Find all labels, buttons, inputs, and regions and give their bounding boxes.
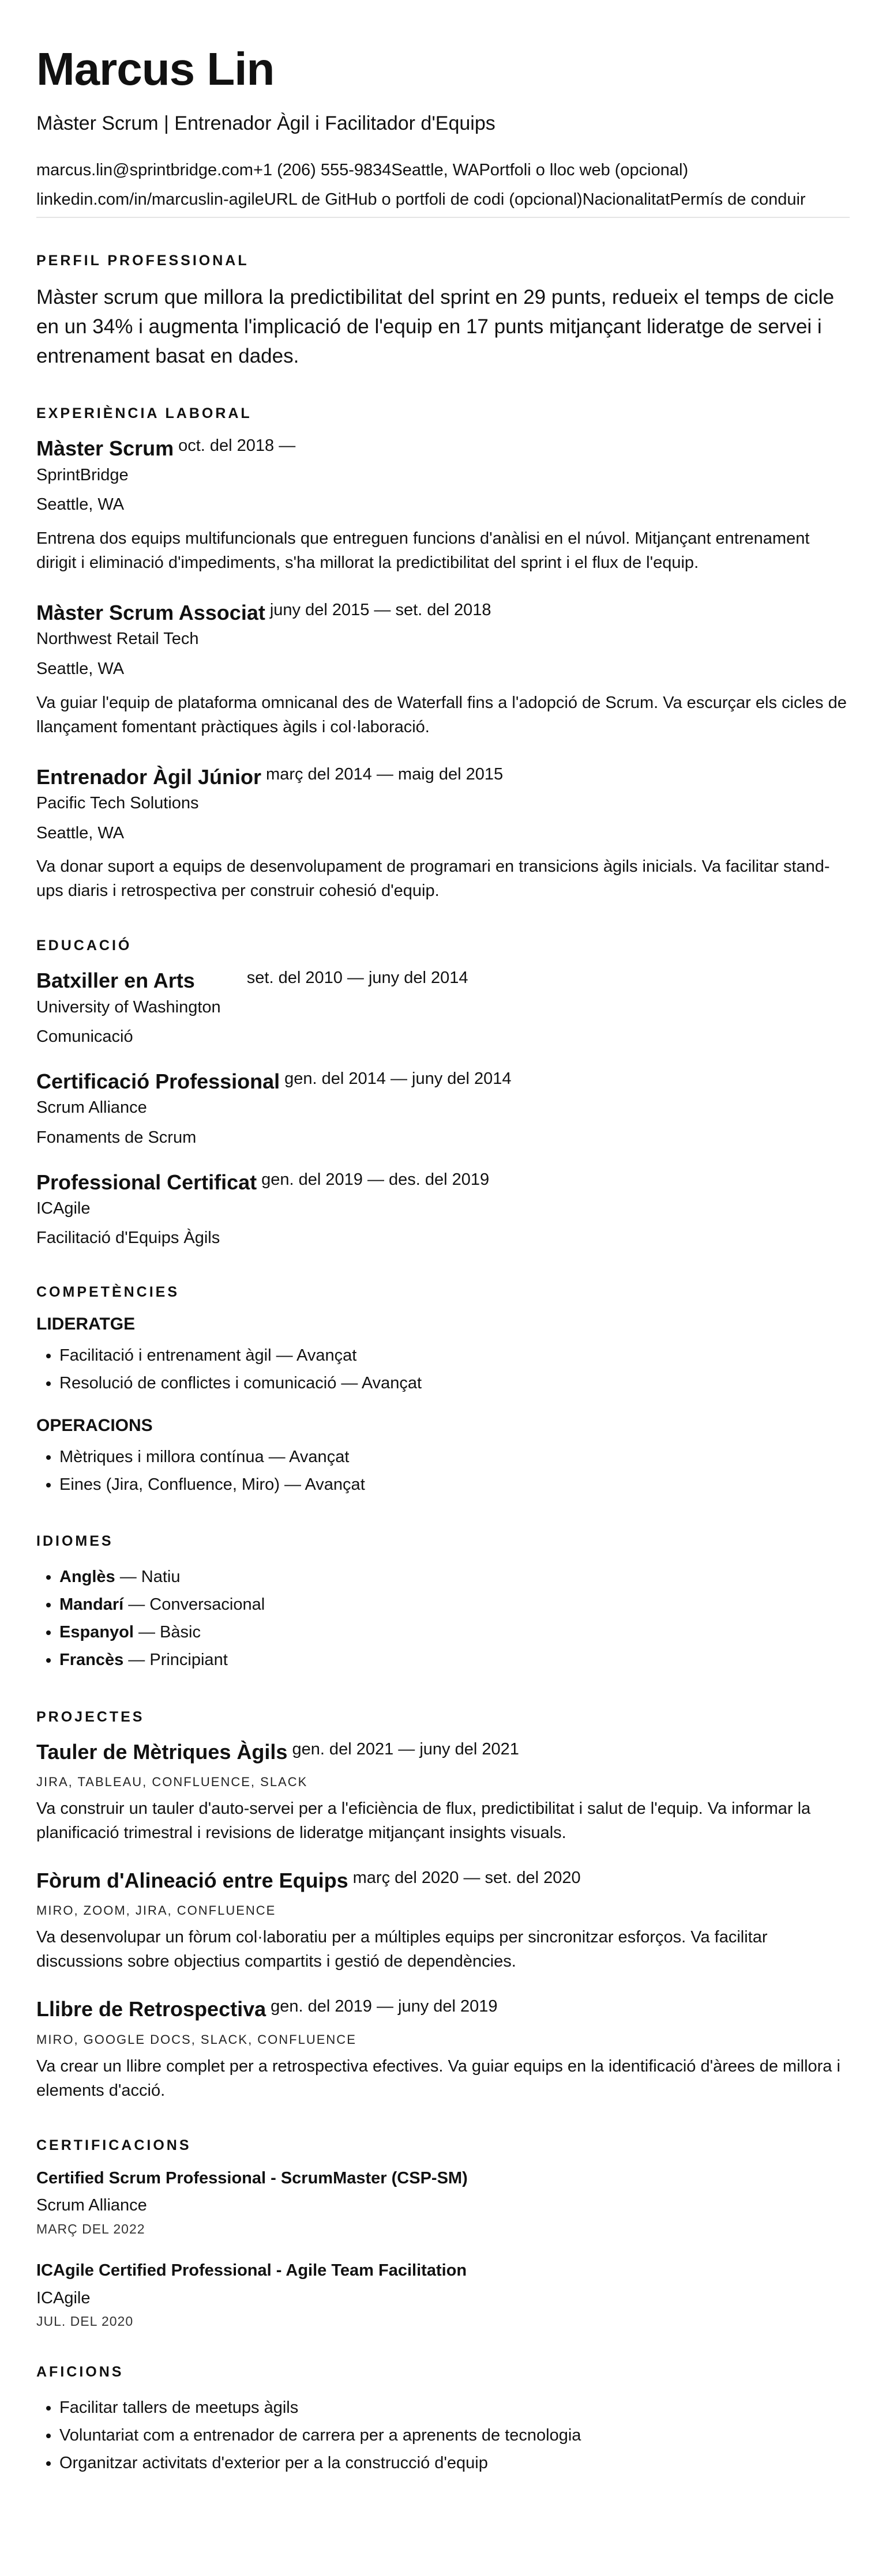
hobbies-section — [36, 2364, 850, 2477]
project-entry — [36, 1997, 850, 2102]
job-description: Entrena dos equips multifuncionals que entreguen funcions d'anàlisi en el núvol. Mitjançant entrenament dirigit i eliminació d'impediments, s'ha millorat la predictibilitat del sprint i el flux de l'equip. — [36, 529, 810, 573]
skills-section — [36, 1284, 850, 1498]
degree-dates: gen. del 2014 — juny del 2014 — [284, 1069, 512, 1088]
language-item — [59, 1647, 850, 1674]
job-title: Màster Scrum — [36, 436, 174, 461]
job-description: Va guiar l'equip de plataforma omnicanal des de Waterfall fins a l'adopció de Scrum. Va escurçar els cicles de llançament fomentant pràctiques àgils i col·laboració. — [36, 693, 847, 736]
education-section — [36, 937, 850, 1249]
degree-title: Professional Certificat — [36, 1170, 257, 1194]
section-title: CERTIFICACIONS — [36, 2137, 192, 2153]
section-title: EDUCACIÓ — [36, 937, 132, 954]
certification-date: JUL. DEL 2020 — [36, 2314, 134, 2329]
skill-item: • Eines (Jira, Confluence, Miro) — Avançat — [59, 1471, 850, 1499]
job-location: Seattle, WA — [36, 495, 125, 514]
job-title: Entrenador Àgil Júnior — [36, 764, 262, 789]
certification-entry — [36, 2168, 850, 2237]
skill-group-title: OPERACIONS — [36, 1415, 153, 1435]
job-company: SprintBridge — [36, 465, 129, 484]
skill-list — [36, 1444, 850, 1499]
education-entry — [36, 968, 850, 1048]
degree-title: Batxiller en Arts — [36, 969, 195, 993]
skill-group-title: LIDERATGE — [36, 1315, 136, 1334]
contact-github: URL de GitHub o portfoli de codi (opcional) — [264, 190, 583, 209]
skill-list — [36, 1342, 850, 1398]
skill-group — [36, 1416, 850, 1499]
hobby-list — [36, 2394, 850, 2477]
experience-entry — [36, 764, 850, 903]
project-tech-stack: MIRO, GOOGLE DOCS, SLACK, CONFLUENCE — [36, 2032, 356, 2047]
degree-dates: gen. del 2019 — des. del 2019 — [261, 1170, 490, 1189]
language-level: — Principiant — [123, 1650, 228, 1669]
language-level: — Bàsic — [133, 1623, 201, 1642]
job-description: Va donar suport a equips de desenvolupament de programari en transicions àgils inicials. Va facilitar stand-ups diaris i retrospectiva per construir cohesió d'equip. — [36, 857, 830, 901]
language-item — [59, 1564, 850, 1591]
job-company: Northwest Retail Tech — [36, 630, 199, 649]
skill-item: • Facilitació i entrenament àgil — Avançat — [59, 1342, 850, 1370]
summary-section — [36, 253, 850, 371]
project-entry — [36, 1739, 850, 1845]
section-title: COMPETÈNCIES — [36, 1284, 180, 1301]
contact-email: marcus.lin@sprintbridge.com — [36, 160, 253, 179]
language-name: Espanyol — [59, 1623, 134, 1642]
education-entry — [36, 1170, 850, 1250]
certification-date: MARÇ DEL 2022 — [36, 2221, 145, 2237]
candidate-headline: Màster Scrum | Entrenador Àgil i Facilitador d'Equips — [36, 112, 495, 134]
job-location: Seattle, WA — [36, 659, 125, 678]
certification-name: Certified Scrum Professional - ScrumMaster (CSP-SM) — [36, 2168, 468, 2187]
experience-section — [36, 405, 850, 903]
project-entry — [36, 1868, 850, 1974]
job-title: Màster Scrum Associat — [36, 601, 265, 625]
language-item — [59, 1591, 850, 1619]
degree-dates: set. del 2010 — juny del 2014 — [246, 969, 468, 988]
field-of-study: Fonaments de Scrum — [36, 1128, 197, 1147]
contact-portfolio: Portfoli o lloc web (opcional) — [479, 160, 689, 179]
skill-item: • Resolució de conflictes i comunicació — Avançat — [59, 1370, 850, 1398]
experience-entry — [36, 600, 850, 739]
institution-name: Scrum Alliance — [36, 1098, 147, 1117]
education-entry — [36, 1069, 850, 1149]
project-dates: març del 2020 — set. del 2020 — [352, 1869, 581, 1888]
project-tech-stack: MIRO, ZOOM, JIRA, CONFLUENCE — [36, 1903, 276, 1918]
section-title: PROJECTES — [36, 1708, 145, 1725]
field-of-study: Facilitació d'Equips Àgils — [36, 1229, 220, 1248]
project-description: Va crear un llibre complet per a retrospectiva efectives. Va guiar equips en la identificació d'àrees de millora i elements d'acció. — [36, 2057, 840, 2100]
language-level: — Conversacional — [123, 1595, 265, 1614]
field-of-study: Comunicació — [36, 1027, 133, 1046]
contact-phone: +1 (206) 555-9834 — [253, 160, 392, 179]
degree-title: Certificació Professional — [36, 1069, 280, 1093]
certification-name: ICAgile Certified Professional - Agile Team Facilitation — [36, 2261, 467, 2280]
hobby-item: • Organitzar activitats d'exterior per a la construcció d'equip — [59, 2450, 850, 2477]
projects-section — [36, 1709, 850, 2103]
job-dates: març del 2014 — maig del 2015 — [266, 764, 504, 784]
resume-header — [36, 43, 850, 218]
project-description: Va construir un tauler d'auto-servei per a l'eficiència de flux, predictibilitat i salut de l'equip. Va informar la planificació trimestral i revisions de lideratge mitjançant insights visuals. — [36, 1799, 811, 1843]
section-title: IDIOMES — [36, 1533, 114, 1550]
project-dates: gen. del 2021 — juny del 2021 — [292, 1739, 519, 1758]
language-list — [36, 1564, 850, 1674]
contact-linkedin: linkedin.com/in/marcuslin-agile — [36, 190, 264, 209]
languages-section — [36, 1533, 850, 1674]
job-company: Pacific Tech Solutions — [36, 793, 199, 812]
project-title: Fòrum d'Alineació entre Equips — [36, 1869, 348, 1893]
experience-entry — [36, 436, 850, 575]
language-level: — Natiu — [115, 1568, 181, 1587]
contact-location: Seattle, WA — [391, 160, 479, 179]
language-name: Francès — [59, 1650, 124, 1669]
contact-driving-license: Permís de conduir — [670, 190, 806, 209]
project-description: Va desenvolupar un fòrum col·laboratiu per a múltiples equips per sincronitzar esforços. Va facilitar discussions sobre objectius compartits i gestió de dependències. — [36, 1928, 768, 1971]
contact-row-secondary — [36, 189, 850, 218]
project-title: Llibre de Retrospectiva — [36, 1997, 266, 2021]
candidate-name: Marcus Lin — [36, 43, 275, 95]
certification-issuer: Scrum Alliance — [36, 2196, 147, 2215]
institution-name: ICAgile — [36, 1199, 91, 1218]
project-title: Tauler de Mètriques Àgils — [36, 1739, 288, 1764]
language-name: Mandarí — [59, 1595, 124, 1614]
language-item — [59, 1619, 850, 1647]
language-name: Anglès — [59, 1568, 115, 1587]
section-title: PERFIL PROFESSIONAL — [36, 253, 249, 269]
section-title: EXPERIÈNCIA LABORAL — [36, 405, 252, 422]
contact-row-primary — [36, 160, 850, 182]
hobby-item: • Voluntariat com a entrenador de carrera per a aprenents de tecnologia — [59, 2422, 850, 2450]
summary-text: Màster scrum que millora la predictibilitat del sprint en 29 punts, redueix el temps de cicle en un 34% i augmenta l'implicació de l'equip en 17 punts mitjançant lideratge de servei i entrenament basat en dades. — [36, 286, 835, 367]
hobby-item: • Facilitar tallers de meetups àgils — [59, 2394, 850, 2422]
job-dates: juny del 2015 — set. del 2018 — [269, 601, 491, 620]
certification-issuer: ICAgile — [36, 2288, 91, 2307]
contact-nationality: Nacionalitat — [582, 190, 670, 209]
job-dates: oct. del 2018 — — [178, 436, 296, 455]
job-location: Seattle, WA — [36, 823, 125, 842]
project-tech-stack: JIRA, TABLEAU, CONFLUENCE, SLACK — [36, 1775, 308, 1790]
skill-group — [36, 1315, 850, 1398]
institution-name: University of Washington — [36, 997, 221, 1016]
certifications-section — [36, 2137, 850, 2330]
skill-item: • Mètriques i millora contínua — Avançat — [59, 1444, 850, 1471]
certification-entry — [36, 2260, 850, 2329]
section-title: AFICIONS — [36, 2364, 124, 2381]
project-dates: gen. del 2019 — juny del 2019 — [271, 1997, 498, 2016]
